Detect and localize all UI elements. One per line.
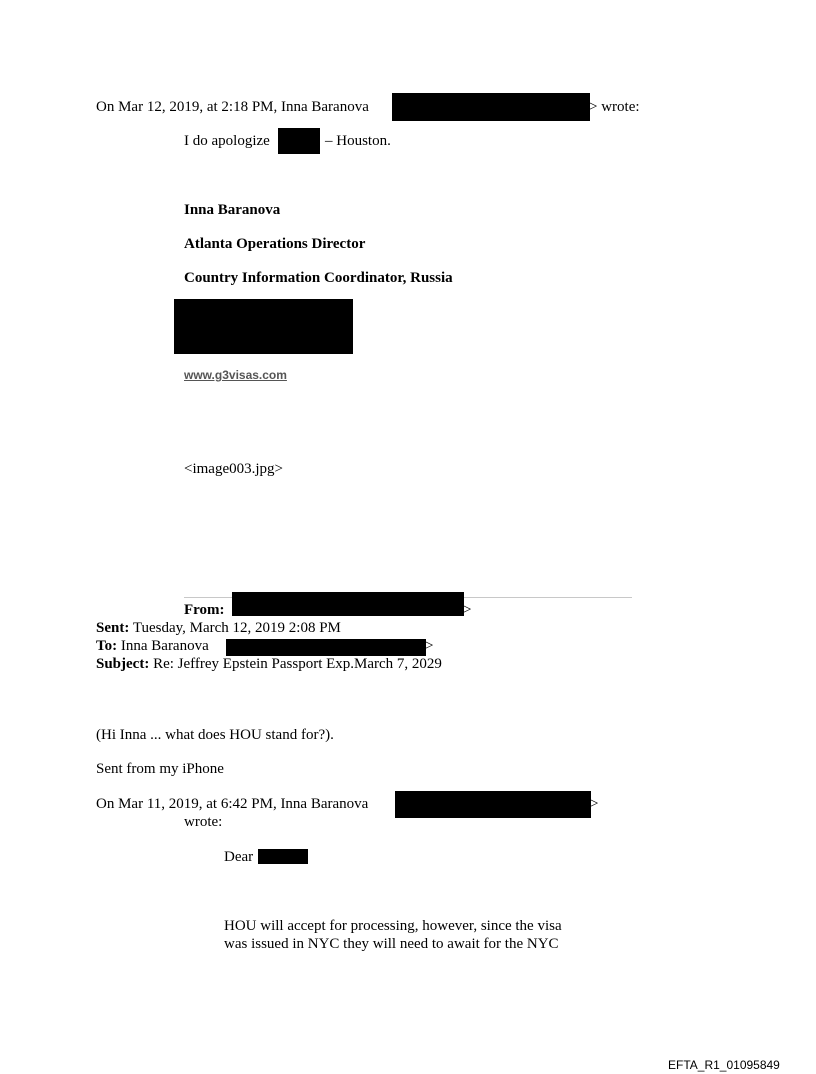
from-suffix: >: [463, 602, 472, 618]
header-1-suffix: > wrote:: [589, 99, 640, 115]
redaction-email-1: [392, 93, 590, 121]
header-1-prefix: On Mar 12, 2019, at 2:18 PM, Inna Baranova: [96, 99, 369, 115]
signature-title-2: Country Information Coordinator, Russia: [184, 270, 453, 286]
redaction-to: [226, 639, 426, 656]
bates-number: EFTA_R1_01095849: [668, 1058, 780, 1072]
header-2-wrote: wrote:: [184, 814, 223, 830]
redaction-email-2: [395, 791, 591, 818]
website-link[interactable]: www.g3visas.com: [184, 368, 287, 382]
to-suffix: >: [425, 638, 434, 654]
reply-line-2: was issued in NYC they will need to await for the NYC: [224, 936, 559, 952]
question-text: (Hi Inna ... what does HOU stand for?).: [96, 727, 334, 743]
redaction-name-1: [278, 128, 320, 154]
subject-line: [96, 655, 442, 673]
to-value: Inna Baranova: [120, 638, 209, 654]
to-label: To:: [96, 638, 118, 654]
sent-label: Sent:: [96, 620, 130, 636]
apology-suffix: – Houston.: [325, 133, 391, 149]
sent-from-text: Sent from my iPhone: [96, 761, 224, 777]
reply-line-1: HOU will accept for processing, however, since the visa: [224, 918, 562, 934]
redaction-contact-block: [174, 299, 353, 354]
redaction-name-2: [258, 849, 308, 864]
image-placeholder: <image003.jpg>: [184, 461, 283, 477]
subject-label: Subject:: [96, 656, 150, 672]
greeting-text: Dear: [224, 849, 254, 865]
header-2-prefix: On Mar 11, 2019, at 6:42 PM, Inna Baranova: [96, 796, 369, 812]
header-2-suffix: >: [590, 796, 599, 812]
signature-title-1: Atlanta Operations Director: [184, 236, 366, 252]
signature-name: Inna Baranova: [184, 202, 281, 218]
apology-prefix: I do apologize: [184, 133, 270, 149]
to-line: [96, 637, 209, 655]
redaction-from: [232, 592, 464, 616]
sent-line: [96, 619, 341, 637]
sent-value: Tuesday, March 12, 2019 2:08 PM: [132, 620, 341, 636]
subject-value: Re: Jeffrey Epstein Passport Exp.March 7, 2029: [153, 656, 442, 672]
from-label: From:: [184, 602, 225, 618]
